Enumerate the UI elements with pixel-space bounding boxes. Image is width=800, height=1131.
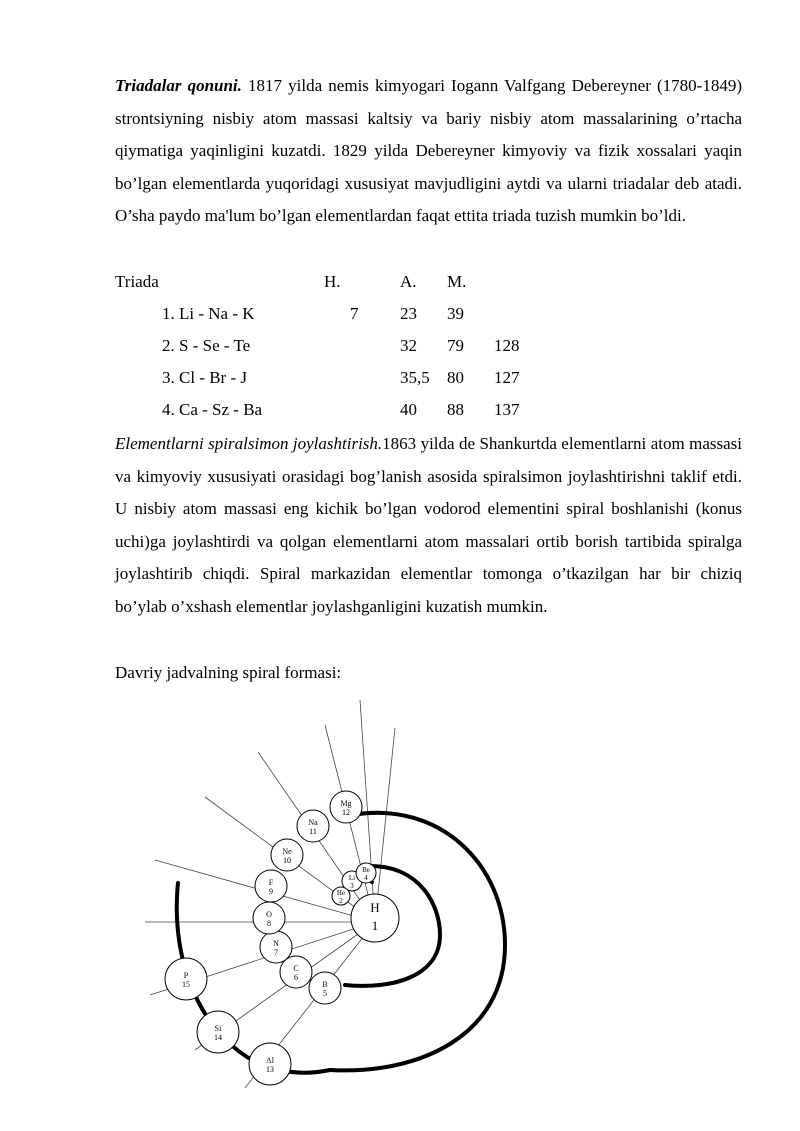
- element-node-al: [249, 1043, 291, 1085]
- paragraph-triads-text: 1817 yilda nemis kimyogari Iogann Valfgang Debereyner (1780-1849) strontsiyning nisbiy atom massasi kaltsiy va bariy nisbiy atom massalarining o’rtacha qiymatiga yaqinligini kuzatdi. 1829 yilda Debereyner kimyoviy va fizik xossalari yaqin bo’lgan elementlarda yuqoridagi xususiyat mavjudligini aytdi va ularni triadalar deb atadi. O’sha paydo ma'lum bo’lgan elementlardan faqat ettita triada tuzish mumkin bo’ldi.: [115, 76, 742, 225]
- element-symbol: O: [266, 910, 272, 919]
- table-row-name: 2. S - Se - Te: [162, 336, 251, 355]
- element-node-mg: [330, 791, 362, 823]
- element-symbol: B: [322, 980, 328, 989]
- element-number: 11: [309, 827, 317, 836]
- element-number: 7: [274, 948, 278, 957]
- element-number: 4: [364, 874, 368, 882]
- element-node-ne: [271, 839, 303, 871]
- element-number: 3: [350, 882, 354, 890]
- center-number: 1: [371, 918, 379, 933]
- element-symbol: N: [273, 939, 279, 948]
- table-row-x: 137: [494, 400, 520, 419]
- paragraph-spiral-text: 1863 yilda de Shankurtda elementlarni atom massasi va kimyoviy xususiyati orasidagi bog’lanish asosida spiralsimon joylashtirishni taklif etdi. U nisbiy atom massasi eng kichik bo’lgan vodorod elementini spiral boshlanishi (konus uchi)ga joylashtirdi va qolgan elementlarni atom massalari ortib borish tartibida spiralga joylashtirib chiqdi. Spiral markazidan elementlar tomonga o’tkazilgan har bir chiziq bo’ylab o’xshash elementlar joylashganligini kuzatish mumkin.: [115, 434, 742, 616]
- element-center-h: [351, 894, 399, 942]
- spiral-diagram: [0, 700, 800, 1131]
- table-row-name: 1. Li - Na - K: [162, 304, 255, 323]
- element-symbol: Al: [266, 1056, 274, 1065]
- table-row-h: 7: [350, 304, 359, 323]
- element-node-he: [332, 887, 350, 905]
- table-row-a: 23: [400, 304, 417, 323]
- table-row-name: 3. Cl - Br - J: [162, 368, 247, 387]
- diagram-caption: Davriy jadvalning spiral formasi:: [115, 663, 342, 682]
- table-row-name: 4. Ca - Sz - Ba: [162, 400, 263, 419]
- table-row-a: 40: [400, 400, 417, 419]
- heading-spiral: Elementlarni spiralsimon joylashtirish.: [115, 434, 383, 453]
- table-row-m: 79: [447, 336, 464, 355]
- element-node-f: [255, 870, 287, 902]
- paragraph-triads: [115, 70, 742, 233]
- element-node-b: [309, 972, 341, 1004]
- element-symbol: He: [336, 889, 346, 897]
- element-symbol: Mg: [340, 799, 352, 808]
- element-number: 14: [214, 1033, 222, 1042]
- element-node-na: [297, 810, 329, 842]
- table-row-m: 39: [447, 304, 464, 323]
- element-symbol: Be: [362, 866, 370, 874]
- element-number: 13: [266, 1065, 274, 1074]
- element-symbol: Na: [308, 818, 318, 827]
- heading-triads: Triadalar qonuni.: [115, 76, 242, 95]
- table-row-x: 128: [494, 336, 520, 355]
- element-number: 12: [342, 808, 350, 817]
- element-node-n: [260, 931, 292, 963]
- table-row-m: 80: [447, 368, 464, 387]
- table-header-triada: Triada: [115, 272, 159, 291]
- element-number: 5: [323, 989, 327, 998]
- table-header-m: M.: [447, 272, 467, 291]
- element-symbol: Ne: [282, 847, 292, 856]
- table-header-h: H.: [324, 272, 341, 291]
- element-number: 15: [182, 980, 190, 989]
- element-number: 2: [339, 897, 343, 905]
- element-symbol: P: [183, 971, 189, 980]
- element-node-be: [356, 863, 376, 883]
- element-symbol: Li: [348, 874, 356, 882]
- element-symbol: Si: [214, 1024, 222, 1033]
- paragraph-spiral: [115, 428, 742, 623]
- center-symbol: H: [370, 900, 380, 915]
- table-row-a: 35,5: [400, 368, 430, 387]
- element-number: 9: [269, 887, 273, 896]
- table-header-a: A.: [400, 272, 417, 291]
- element-symbol: C: [293, 964, 299, 973]
- element-node-si: [197, 1011, 239, 1053]
- element-number: 10: [283, 856, 291, 865]
- element-node-o: [253, 902, 285, 934]
- table-row-m: 88: [447, 400, 464, 419]
- table-row-x: 127: [494, 368, 520, 387]
- element-number: 6: [294, 973, 298, 982]
- table-row-a: 32: [400, 336, 417, 355]
- element-node-p: [165, 958, 207, 1000]
- element-number: 8: [267, 919, 271, 928]
- element-symbol: F: [268, 878, 274, 887]
